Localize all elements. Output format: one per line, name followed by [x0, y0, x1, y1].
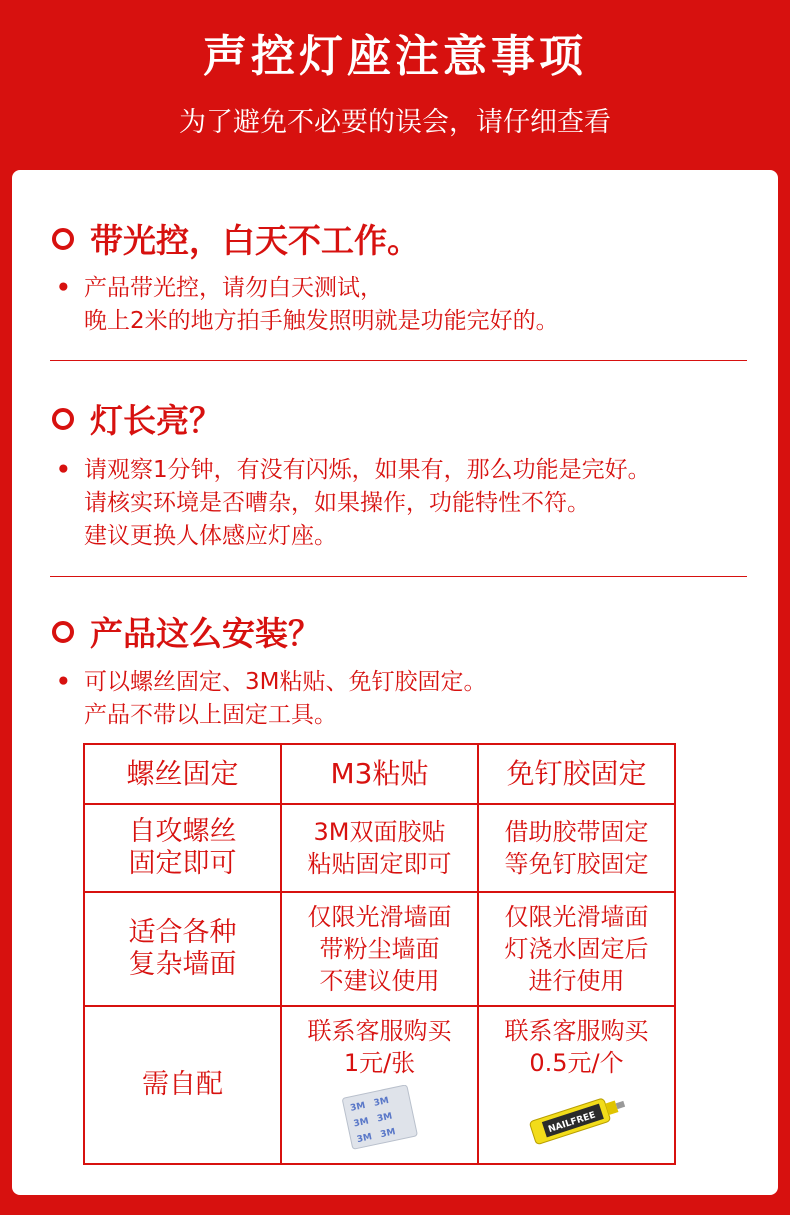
cell-line: 1元/张 [343, 1049, 416, 1077]
svg-text:3M: 3M [355, 1132, 373, 1146]
cell-line: 联系客服购买 [504, 1017, 649, 1045]
ring-bullet-icon [52, 408, 74, 430]
table-cell [478, 892, 675, 1006]
cell-line: 复杂墙面 [128, 949, 237, 980]
table-cell [281, 892, 478, 1006]
table-row [84, 804, 675, 892]
cell-line: 3M双面胶贴 [313, 818, 446, 846]
cell-line: 粘贴固定即可 [307, 850, 452, 878]
table-cell [84, 1006, 281, 1164]
table-cell [84, 892, 281, 1006]
cell-line: 自攻螺丝 [128, 816, 237, 847]
table-header-cell: M3粘贴 [281, 744, 478, 804]
svg-text:3M: 3M [352, 1116, 370, 1130]
divider [50, 576, 747, 577]
table-cell [281, 1006, 478, 1164]
dot-icon: • [56, 457, 71, 483]
table-cell [84, 804, 281, 892]
section-text: • 可以螺丝固定、3M粘贴、免钉胶固定。 产品不带以上固定工具。 [56, 666, 486, 732]
section-heading-text: 带光控，白天不工作。 [90, 221, 420, 260]
glue-label: NAILFREE [546, 1110, 597, 1136]
table-header-cell: 螺丝固定 [84, 744, 281, 804]
cell-line: 仅限光滑墙面 [504, 903, 649, 931]
cell-line: 带粉尘墙面 [319, 935, 440, 963]
section-heading [52, 215, 420, 262]
table-row [84, 892, 675, 1006]
cell-line: 联系客服购买 [307, 1017, 452, 1045]
dot-icon: • [56, 275, 71, 301]
cell-line: 固定即可 [128, 848, 237, 879]
ring-bullet-icon [52, 621, 74, 643]
svg-text:3M: 3M [375, 1111, 393, 1125]
page-title: 声控灯座注意事项 [203, 31, 587, 82]
dot-icon: • [56, 669, 71, 695]
tape-label: 3M [348, 1100, 366, 1114]
table-cell [478, 1006, 675, 1164]
cell-line: 不建议使用 [319, 967, 440, 995]
section-heading [52, 395, 222, 442]
table-cell [478, 804, 675, 892]
divider [50, 360, 747, 361]
table-cell [281, 804, 478, 892]
ring-bullet-icon [52, 228, 74, 250]
cell-line: 进行使用 [528, 967, 625, 995]
page-subtitle: 为了避免不必要的误会，请仔细查看 [179, 107, 611, 138]
table-header-row [84, 744, 675, 804]
section-text: • 请观察1分钟，有没有闪烁，如果有，那么功能是完好。 请核实环境是否嘈杂，如果操作，功能特性不符。 建议更换人体感应灯座。 [56, 454, 651, 553]
content-panel [12, 170, 778, 1195]
cell-line: 0.5元/个 [529, 1049, 624, 1077]
glue-tube-icon [522, 1085, 632, 1149]
cell-line: 借助胶带固定 [504, 818, 649, 846]
section-heading-text: 灯长亮？ [90, 401, 222, 440]
cell-line: 灯浇水固定后 [504, 935, 649, 963]
table-row [84, 1006, 675, 1164]
tape-pad-icon [335, 1085, 425, 1151]
section-text: • 产品带光控，请勿白天测试， 晚上2米的地方拍手触发照明就是功能完好的。 [56, 272, 559, 338]
svg-text:3M: 3M [379, 1127, 397, 1141]
section-heading-text: 产品这么安装？ [90, 614, 321, 653]
cell-line: 适合各种 [128, 917, 237, 948]
table-header-cell: 免钉胶固定 [478, 744, 675, 804]
cell-line: 需自配 [142, 1069, 223, 1100]
svg-text:3M: 3M [372, 1095, 390, 1109]
cell-line: 等免钉胶固定 [504, 850, 649, 878]
cell-line: 仅限光滑墙面 [307, 903, 452, 931]
section-heading [52, 608, 321, 655]
install-table [83, 743, 676, 1165]
